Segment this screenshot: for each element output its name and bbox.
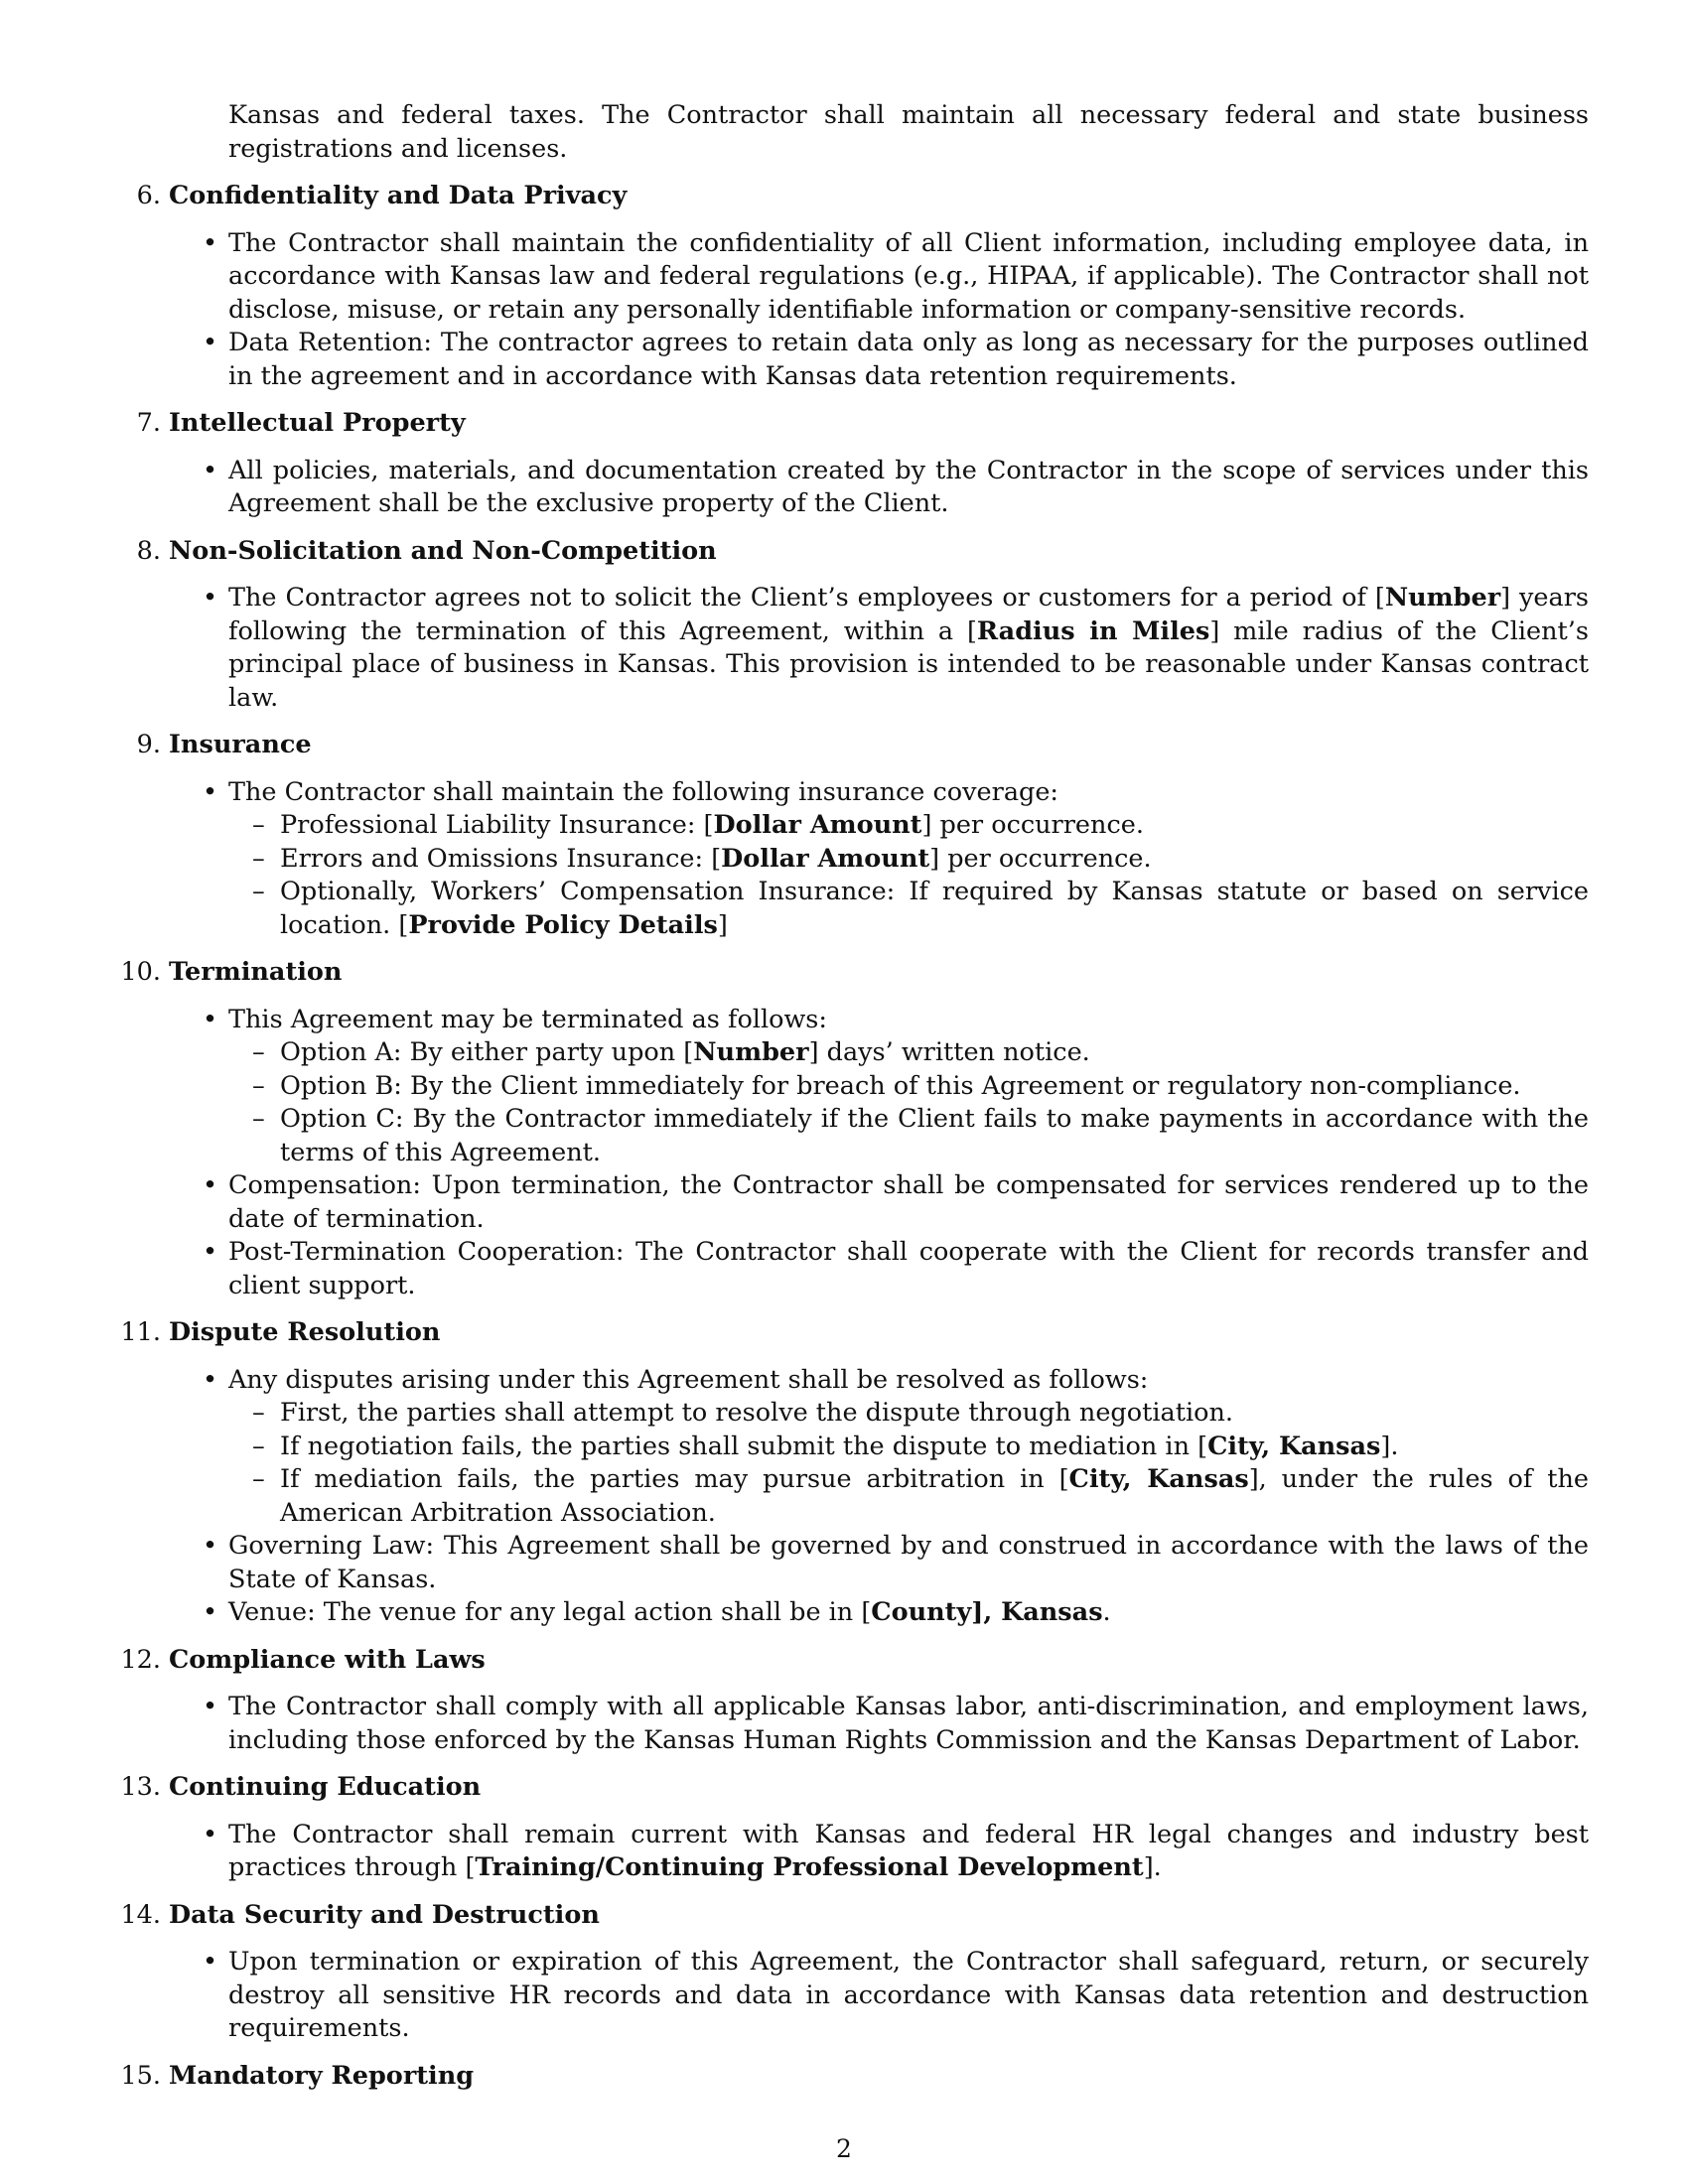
list-item xyxy=(203,582,1590,715)
list-item-text: Upon termination or expiration of this Agreement, the Contractor shall safeguard, return, or securely destroy all sensitive HR records and data in accordance with Kansas data retention and destruction requirements. xyxy=(228,1947,1589,2043)
bullet-icon: • xyxy=(203,1004,218,1034)
dash-icon: – xyxy=(252,810,265,840)
list-item-text: Venue: The venue for any legal action shall be in [ xyxy=(228,1597,872,1627)
placeholder-field: Provide Policy Details xyxy=(408,909,718,940)
placeholder-field: Training/Continuing Professional Development xyxy=(475,1852,1144,1882)
placeholder-field: Number xyxy=(1384,583,1501,613)
dash-icon: – xyxy=(252,877,265,906)
section-number: 7. xyxy=(136,408,161,438)
bullet-icon: • xyxy=(203,1692,218,1721)
sub-list-item xyxy=(252,843,1589,877)
list-item-text: The Contractor agrees not to solicit the Client’s employees or customers for a period of [ xyxy=(228,583,1385,613)
section-12 xyxy=(119,1644,1589,1758)
section-title: Data Security and Destruction xyxy=(169,1899,600,1930)
section-number: 9. xyxy=(136,730,161,759)
section-number: 15. xyxy=(120,2060,161,2091)
placeholder-field: Number xyxy=(693,1037,809,1067)
list-item-text: . xyxy=(1102,1597,1111,1627)
placeholder-field: County xyxy=(871,1597,972,1627)
section-14 xyxy=(119,1899,1589,2046)
section-title: Insurance xyxy=(169,730,312,759)
section-11 xyxy=(119,1316,1589,1630)
sub-item-text: Option C: By the Contractor immediately if the Client fails to make payments in accordance with the terms of this Agreement. xyxy=(280,1104,1589,1167)
section-10 xyxy=(119,956,1589,1302)
document-body xyxy=(119,99,1589,2107)
sub-item-text: ]. xyxy=(1380,1431,1399,1461)
sub-list-item xyxy=(252,1463,1589,1530)
bullet-icon: • xyxy=(203,1947,218,1977)
list-item-text: Governing Law: This Agreement shall be governed by and construed in accordance with the laws of the State of Kansas. xyxy=(228,1531,1589,1594)
sub-item-text: Optionally, Workers’ Compensation Insurance: If required by Kansas statute or based on service location. [ xyxy=(280,877,1589,940)
placeholder-field: Dollar Amount xyxy=(721,843,930,874)
list-item-text: ] years following the termination of this Agreement, within a [ xyxy=(228,583,1590,646)
list-item xyxy=(203,455,1589,521)
sub-item-text: ] xyxy=(717,909,728,940)
bullet-list xyxy=(169,1691,1589,1757)
dash-icon: – xyxy=(252,1431,265,1461)
list-item-text: This Agreement may be terminated as follows: xyxy=(228,1004,827,1034)
sub-item-text: First, the parties shall attempt to resolve the dispute through negotiation. xyxy=(280,1398,1233,1428)
dash-icon: – xyxy=(252,1070,265,1101)
bullet-list xyxy=(169,1819,1589,1885)
section-number: 8. xyxy=(136,535,161,566)
sub-item-text: Professional Liability Insurance: [ xyxy=(280,810,714,840)
sub-item-text: Errors and Omissions Insurance: [ xyxy=(280,843,722,874)
list-item xyxy=(203,1596,1589,1630)
sub-item-text: Option A: By either party upon [ xyxy=(280,1037,694,1067)
list-item xyxy=(203,1691,1589,1757)
sub-list-item xyxy=(252,1431,1589,1464)
bullet-icon: • xyxy=(203,1237,218,1267)
sub-list xyxy=(228,1036,1589,1169)
list-item-text: ] mile radius of the Client’s principal place of business in Kansas. This provision is intended to be reasonable under Kansas contract law. xyxy=(228,615,1589,713)
list-item-text: The Contractor shall remain current with Kansas and federal HR legal changes and industry best practices through [ xyxy=(228,1819,1589,1882)
section-title: Mandatory Reporting xyxy=(169,2060,475,2091)
list-item xyxy=(203,1236,1589,1302)
section-9 xyxy=(119,729,1589,942)
section-title: Dispute Resolution xyxy=(169,1317,441,1347)
section-title: Termination xyxy=(169,957,343,987)
bullet-icon: • xyxy=(203,455,218,485)
section-list xyxy=(119,180,1589,2093)
bullet-icon: • xyxy=(203,227,218,258)
list-item-text: The Contractor shall maintain the following insurance coverage: xyxy=(228,776,1059,807)
placeholder-field: City, Kansas xyxy=(1207,1431,1381,1461)
placeholder-field: Radius in Miles xyxy=(976,615,1210,646)
dash-icon: – xyxy=(252,1464,265,1494)
section-15 xyxy=(119,2060,1589,2094)
bullet-icon: • xyxy=(203,583,218,613)
sub-list-item xyxy=(252,1103,1589,1169)
section-6 xyxy=(119,180,1589,393)
list-item-text: All policies, materials, and documentation created by the Contractor in the scope of services under this Agreement shall be the exclusive property of the Client. xyxy=(228,455,1589,518)
section-number: 6. xyxy=(136,181,161,210)
bullet-list xyxy=(169,455,1589,521)
sub-list-item xyxy=(252,876,1589,942)
sub-item-text: ], under the rules of the American Arbitration Association. xyxy=(280,1464,1589,1528)
section-number: 11. xyxy=(120,1317,161,1347)
list-item xyxy=(203,776,1589,943)
section-8 xyxy=(119,535,1589,716)
bullet-list xyxy=(169,582,1589,715)
sub-item-text: If negotiation fails, the parties shall submit the dispute to mediation in [ xyxy=(280,1431,1208,1461)
section-13 xyxy=(119,1771,1589,1885)
sub-list-item xyxy=(252,1070,1589,1104)
bullet-icon: • xyxy=(203,1364,218,1395)
bullet-icon: • xyxy=(203,1819,218,1849)
continuation-paragraph: Kansas and federal taxes. The Contractor shall maintain all necessary federal and state business registrations and licenses. xyxy=(228,100,1589,164)
list-item xyxy=(203,1819,1589,1885)
placeholder-field: ], Kansas xyxy=(971,1597,1103,1627)
placeholder-field: City, Kansas xyxy=(1068,1464,1249,1494)
dash-icon: – xyxy=(252,843,265,874)
sub-list-item xyxy=(252,1036,1589,1070)
sub-item-text: ] per occurrence. xyxy=(921,810,1144,840)
bullet-list xyxy=(169,776,1589,943)
bullet-list xyxy=(169,1946,1589,2046)
dash-icon: – xyxy=(252,1037,265,1067)
list-item xyxy=(203,1946,1589,2046)
sub-item-text: ] per occurrence. xyxy=(929,843,1152,874)
section-number: 12. xyxy=(120,1644,161,1675)
section-number: 13. xyxy=(120,1772,161,1802)
list-item-text: ]. xyxy=(1143,1852,1162,1882)
list-item-text: Data Retention: The contractor agrees to retain data only as long as necessary for the purposes outlined in the agreement and in accordance with Kansas data retention requirements. xyxy=(228,328,1589,391)
list-item-text: The Contractor shall comply with all applicable Kansas labor, anti-discrimination, and employment laws, including those enforced by the Kansas Human Rights Commission and the Kansas Department of Labor. xyxy=(228,1692,1589,1755)
page-number: 2 xyxy=(836,2134,852,2163)
section-title: Non-Solicitation and Non-Competition xyxy=(169,535,717,566)
sub-list-item xyxy=(252,809,1589,843)
dash-icon: – xyxy=(252,1104,265,1134)
bullet-list xyxy=(169,1004,1589,1303)
sub-item-text: Option B: By the Client immediately for breach of this Agreement or regulatory non-compliance. xyxy=(280,1070,1521,1101)
bullet-list xyxy=(169,1364,1589,1630)
placeholder-field: Dollar Amount xyxy=(713,810,922,840)
sub-list xyxy=(228,809,1589,942)
section-title: Intellectual Property xyxy=(169,408,466,438)
sub-list-item xyxy=(252,1397,1589,1431)
list-item xyxy=(203,1530,1589,1596)
bullet-list xyxy=(169,227,1589,394)
list-item-text: Any disputes arising under this Agreement shall be resolved as follows: xyxy=(228,1364,1149,1395)
list-item xyxy=(203,1004,1589,1170)
sub-item-text: If mediation fails, the parties may pursue arbitration in [ xyxy=(280,1464,1069,1494)
section-7 xyxy=(119,407,1589,521)
bullet-icon: • xyxy=(203,1531,218,1561)
list-item xyxy=(203,227,1589,328)
list-item-text: Compensation: Upon termination, the Contractor shall be compensated for services rendered up to the date of termination. xyxy=(228,1170,1589,1234)
sub-item-text: ] days’ written notice. xyxy=(808,1037,1090,1067)
list-item xyxy=(203,327,1589,393)
section-number: 14. xyxy=(120,1899,161,1930)
list-item-text: Post-Termination Cooperation: The Contractor shall cooperate with the Client for records transfer and client support. xyxy=(228,1237,1589,1300)
dash-icon: – xyxy=(252,1398,265,1428)
section-title: Confidentiality and Data Privacy xyxy=(169,181,628,210)
list-item-text: The Contractor shall maintain the confidentiality of all Client information, including employee data, in accordance with Kansas law and federal regulations (e.g., HIPAA, if applicable). The Contractor shall not disclose, misuse, or retain any personally identifiable information or company-sensitive records. xyxy=(228,227,1589,325)
list-item xyxy=(203,1169,1589,1236)
section-title: Continuing Education xyxy=(169,1772,482,1802)
bullet-icon: • xyxy=(203,1170,218,1200)
list-item xyxy=(203,1364,1589,1531)
section-title: Compliance with Laws xyxy=(169,1644,486,1675)
section-number: 10. xyxy=(120,957,161,987)
bullet-icon: • xyxy=(203,328,218,357)
bullet-icon: • xyxy=(203,1597,218,1627)
sub-list xyxy=(228,1397,1589,1530)
bullet-icon: • xyxy=(203,776,218,807)
